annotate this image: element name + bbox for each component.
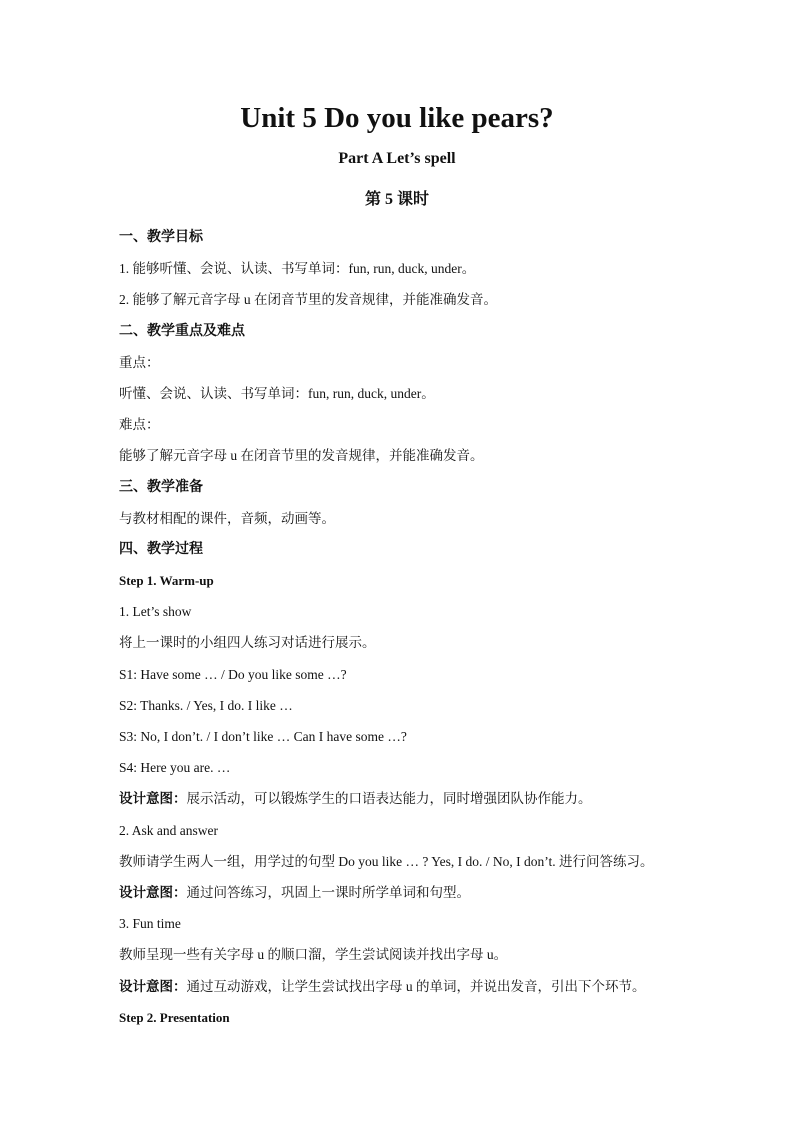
step-1-heading: Step 1. Warm-up (119, 573, 214, 589)
dialogue-line-s4: S4: Here you are. … (119, 760, 231, 776)
key-point-label: 重点： (119, 354, 160, 370)
dialogue-line-s2: S2: Thanks. / Yes, I do. I like … (119, 697, 293, 713)
difficulty-label: 难点： (119, 417, 160, 433)
activity-2-intent (119, 881, 719, 912)
lesson-number: 第 5 课时 (364, 191, 429, 208)
preparation-text: 与教材相配的课件，音频，动画等。 (119, 510, 335, 526)
section-heading-objectives: 一、教学目标 (119, 230, 203, 245)
activity-2-description: 教师请学生两人一组，用学过的句型 Do you like … ? Yes, I do. / No, I don’t. 进行问答练习。 (119, 853, 654, 869)
dialogue-line-s3: S3: No, I don’t. / I don’t like … Can I have some …? (119, 729, 407, 744)
intent-text: 展示活动，可以锻炼学生的口语表达能力，同时增强团队协作能力。 (186, 791, 592, 807)
section-heading-process: 四、教学过程 (119, 541, 203, 557)
intent-label: 设计意图： (119, 884, 187, 900)
document-body (119, 226, 719, 1037)
intent-label: 设计意图： (119, 791, 187, 807)
objective-item-2: 2. 能够了解元音字母 u 在闭音节里的发音规律，并能准确发音。 (119, 292, 497, 308)
activity-1-intent (119, 787, 719, 818)
dialogue-line-s1: S1: Have some … / Do you like some …? (119, 666, 347, 682)
key-point-text: 听懂、会说、认读、书写单词：fun, run, duck, under。 (119, 385, 435, 401)
intent-label: 设计意图： (119, 978, 187, 994)
intent-text: 通过互动游戏，让学生尝试找出字母 u 的单词，并说出发音，引出下个环节。 (186, 978, 646, 994)
document-subtitle: Part A Let’s spell (338, 150, 456, 167)
activity-1-title: 1. Let’s show (119, 604, 192, 620)
activity-3-intent (119, 975, 719, 1006)
section-heading-key-points: 二、教学重点及难点 (119, 323, 245, 339)
section-heading-preparation: 三、教学准备 (119, 479, 203, 495)
difficulty-text: 能够了解元音字母 u 在闭音节里的发音规律，并能准确发音。 (119, 448, 484, 464)
objective-item-1: 1. 能够听懂、会说、认读、书写单词：fun, run, duck, under。 (119, 261, 476, 277)
activity-1-description: 将上一课时的小组四人练习对话进行展示。 (119, 635, 376, 651)
activity-3-title: 3. Fun time (119, 916, 181, 932)
activity-2-title: 2. Ask and answer (119, 822, 218, 838)
activity-3-description: 教师呈现一些有关字母 u 的顺口溜，学生尝试阅读并找出字母 u。 (119, 947, 508, 963)
document-title: Unit 5 Do you like pears? (240, 102, 554, 134)
intent-text: 通过问答练习，巩固上一课时所学单词和句型。 (186, 884, 470, 900)
step-2-heading: Step 2. Presentation (119, 1009, 230, 1025)
